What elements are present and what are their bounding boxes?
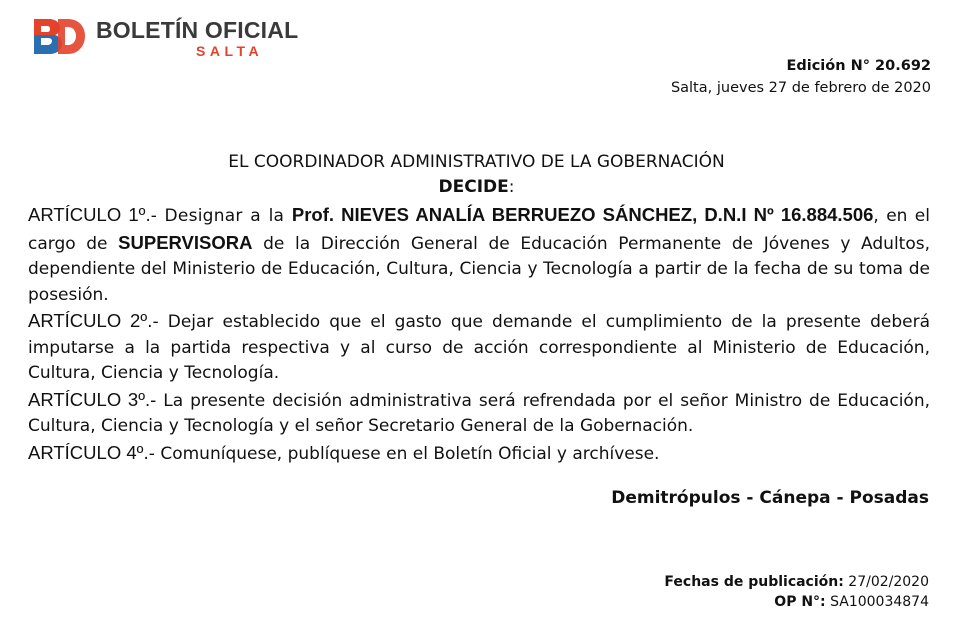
article	[28, 440, 930, 468]
article-separator: .-	[143, 443, 155, 464]
decide-word: DECIDE	[438, 177, 509, 197]
signatories: Demitrópulos - Cánepa - Posadas	[611, 488, 929, 508]
article	[28, 387, 930, 440]
publication-label: Fechas de publicación:	[664, 574, 844, 590]
article-text: de la Dirección General de Educación Permanente de Jóvenes y Adultos, dependiente del Ministerio de Educación, Cultura, Ciencia y Tecnología a partir de la fecha de su toma de posesión.	[28, 233, 930, 305]
op-label: OP N°:	[774, 594, 826, 610]
op-value: SA100034874	[825, 594, 929, 610]
boletin-oficial-logo-icon	[28, 13, 88, 59]
article-label: ARTÍCULO 4º	[28, 441, 144, 463]
logo	[28, 13, 298, 61]
publication-dates	[664, 574, 929, 590]
article	[28, 202, 930, 308]
article-text: La presente decisión administrativa será refrendada por el señor Ministro de Educación, Cultura, Ciencia y Tecnología y el señor Secretario General de la Gobernación.	[28, 390, 930, 436]
article-text: Comuníquese, publíquese en el Boletín Oficial y archívese.	[154, 443, 660, 464]
article	[28, 308, 930, 387]
edition-date: Salta, jueves 27 de febrero de 2020	[670, 80, 931, 96]
publication-value: 27/02/2020	[843, 574, 929, 590]
article-label: ARTÍCULO 2º	[28, 310, 148, 331]
logo-subtitle: SALTA	[196, 43, 264, 59]
article-text: Dejar establecido que el gasto que demande el cumplimiento de la presente deberá imputarse a la partida respectiva y al curso de acción correspondiente al Ministerio de Educación, Cultura, Ciencia y Tecnología.	[28, 312, 930, 383]
decide-heading	[0, 177, 953, 197]
articles-body	[28, 202, 930, 467]
article-separator: .-	[147, 312, 159, 332]
position-name: SUPERVISORA	[118, 231, 253, 253]
logo-title: BOLETÍN OFICIAL	[96, 17, 299, 43]
article-text: Designar a la	[156, 206, 292, 226]
designee-name: Prof. NIEVES ANALÍA BERRUEZO SÁNCHEZ, D.N.I Nº 16.884.506	[291, 204, 874, 225]
article-separator: .-	[145, 206, 157, 226]
edition-number: Edición N° 20.692	[786, 58, 931, 74]
article-label: ARTÍCULO 3º.-	[28, 388, 157, 410]
decide-colon: :	[508, 177, 515, 197]
issuer-heading: EL COORDINADOR ADMINISTRATIVO DE LA GOBERNACIÓN	[228, 152, 725, 172]
article-text: , en el cargo de	[28, 206, 930, 254]
op-number	[774, 594, 929, 610]
article-label: ARTÍCULO 1º	[28, 204, 146, 225]
